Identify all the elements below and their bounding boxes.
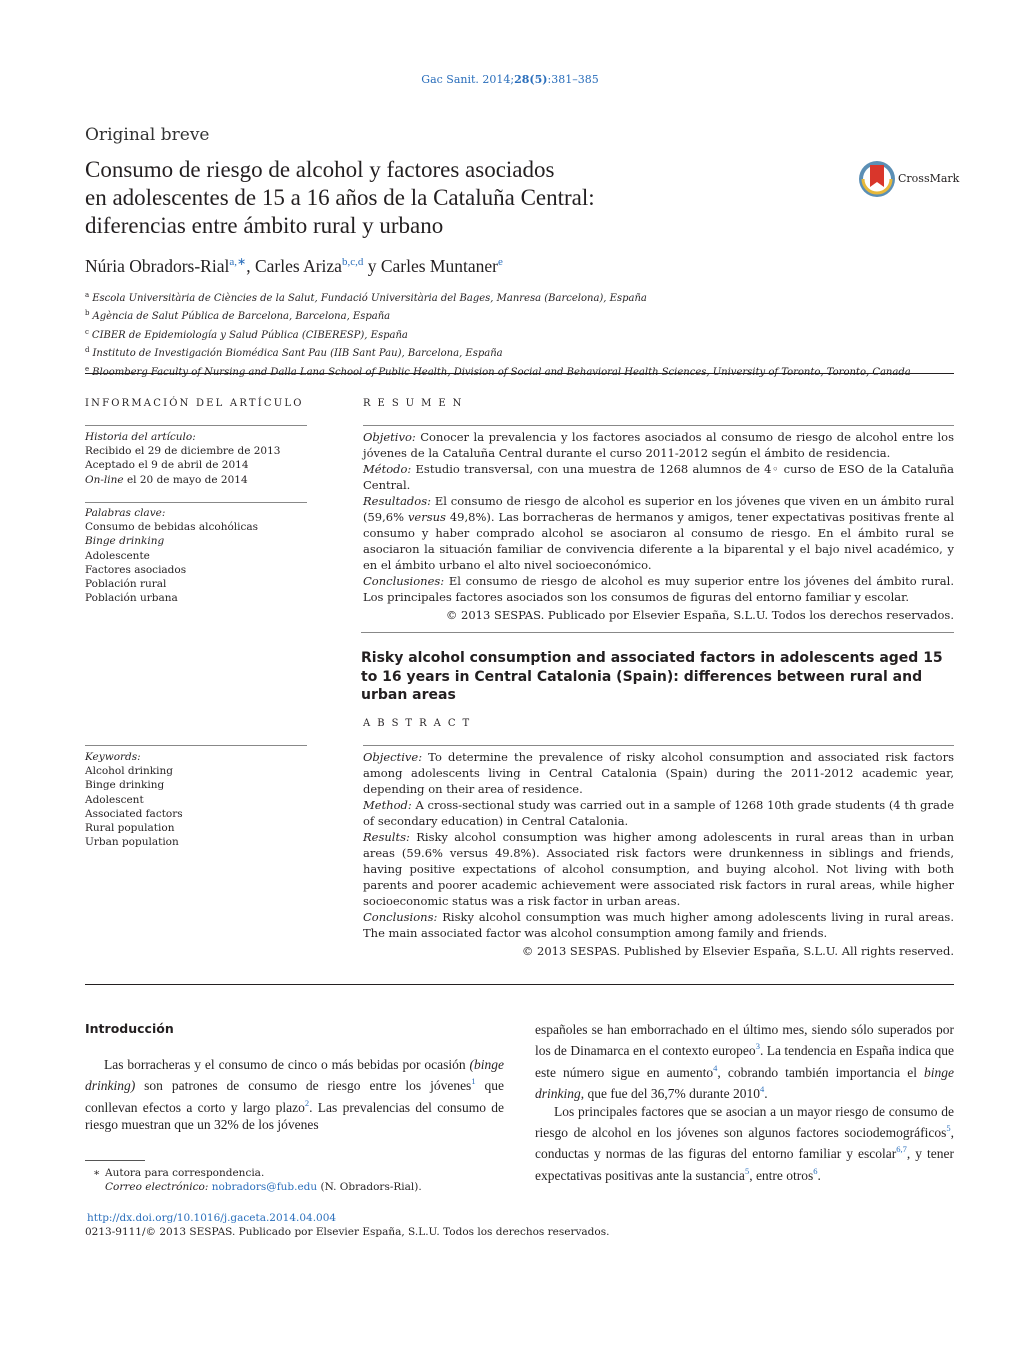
abstract-method xyxy=(363,797,954,829)
title-line: diferencias entre ámbito rural y urbano xyxy=(85,213,444,238)
divider xyxy=(85,502,307,503)
divider xyxy=(363,425,954,426)
resumen-metodo xyxy=(363,461,954,493)
resumen-copyright: © 2013 SESPAS. Publicado por Elsevier España, S.L.U. Todos los derechos reservados. xyxy=(445,608,954,622)
section-label: Results: xyxy=(363,830,410,844)
resumen-conclusiones xyxy=(363,573,954,605)
keyword: Factores asociados xyxy=(85,563,187,576)
text-run: . Las prevalencias del consumo de riesgo muestran que un 32% de los jóvenes xyxy=(85,1099,505,1133)
divider xyxy=(361,632,954,633)
affiliation-marker: e xyxy=(85,364,90,373)
section-label: Método: xyxy=(363,462,412,476)
affiliation-text: Agència de Salut Pública de Barcelona, Barcelona, España xyxy=(92,311,391,323)
citation-link[interactable]: 6 xyxy=(813,1165,818,1176)
footnote-star: ∗ xyxy=(93,1167,101,1179)
crossmark-label: CrossMark xyxy=(898,172,960,185)
section-text: El consumo de riesgo de alcohol es superior en los jóvenes que viven en un ámbito rural (59,6% xyxy=(363,494,954,524)
journal-issue: (5) xyxy=(529,73,548,86)
keyword: Consumo de bebidas alcohólicas xyxy=(85,521,259,534)
journal-volume: 28 xyxy=(514,73,530,86)
author-name: Carles Muntaner xyxy=(380,256,498,276)
issn-line: 0213-9111/© 2013 SESPAS. Publicado por Elsevier España, S.L.U. Todos los derechos reservados. xyxy=(85,1226,610,1238)
email-label: Correo electrónico: xyxy=(105,1181,209,1193)
affiliation-marker: a xyxy=(85,291,90,299)
divider xyxy=(85,745,307,746)
history-online-date: el 20 de mayo de 2014 xyxy=(123,473,248,486)
citation-link[interactable]: 4 xyxy=(713,1062,718,1073)
affiliation-text: Escola Universitària de Ciències de la Salut, Fundació Universitària del Bages, Manresa (Barcelona), España xyxy=(92,293,647,304)
title-line: Consumo de riesgo de alcohol y factores asociados xyxy=(85,157,555,182)
history-received: Recibido el 29 de diciembre de 2013 xyxy=(85,445,281,458)
section-text: A cross-sectional study was carried out in a sample of 1268 10th grade students (4 th grade of secondary education) in Central Catalonia. xyxy=(363,798,954,828)
keyword: Associated factors xyxy=(85,807,183,820)
intro-paragraph xyxy=(535,1021,954,1103)
intro-col-1 xyxy=(85,1056,504,1134)
divider xyxy=(363,745,954,746)
divider xyxy=(85,373,954,374)
affiliation-marker: b xyxy=(85,309,90,318)
keywords-label: Keywords: xyxy=(85,751,141,763)
text-run: Los principales factores que se asocian a un mayor riesgo de consumo de riesgo de alcohol en los jóvenes son algunos factores sociodemográficos xyxy=(535,1103,954,1141)
affiliation-marker: d xyxy=(85,346,90,355)
intro-paragraph xyxy=(535,1103,954,1185)
keyword: Población rural xyxy=(85,578,167,591)
section-text: Risky alcohol consumption was much higher among adolescents living in rural areas. The main associated factor was alcohol consumption among family and friends. xyxy=(363,910,954,940)
affiliation-item xyxy=(85,343,965,361)
keyword: Binge drinking xyxy=(85,535,165,548)
history-label: Historia del artículo: xyxy=(85,431,196,443)
article-type: Original breve xyxy=(85,125,210,145)
section-text: Estudio transversal, con una muestra de 1268 alumnos de 4◦ curso de ESO de la Cataluña Central. xyxy=(363,462,954,492)
citation-link[interactable]: 2 xyxy=(304,1097,310,1108)
keyword: Adolescent xyxy=(85,793,144,806)
abstract-objective xyxy=(363,749,954,797)
text-run: , cobrando también importancia el xyxy=(717,1064,924,1080)
section-label: Resultados: xyxy=(363,494,431,508)
footnote-correspondence: Autora para correspondencia. xyxy=(105,1167,265,1179)
intro-paragraph xyxy=(85,1056,504,1134)
info-heading: INFORMACIÓN DEL ARTÍCULO xyxy=(85,398,304,409)
journal-citation[interactable] xyxy=(0,73,1020,86)
history-online xyxy=(85,473,307,487)
section-label: Conclusiones: xyxy=(363,574,445,588)
author-affil-ref[interactable]: b,c,d xyxy=(341,256,364,268)
keyword: Adolescente xyxy=(85,549,150,562)
email-link[interactable]: nobradors@fub.edu xyxy=(211,1181,318,1193)
divider xyxy=(85,425,307,426)
citation-link[interactable]: 6,7 xyxy=(896,1144,907,1155)
footnote-rule xyxy=(85,1160,145,1161)
author-list xyxy=(85,255,503,277)
journal-prefix: Gac Sanit. 2014; xyxy=(421,73,515,86)
history-accepted: Aceptado el 9 de abril de 2014 xyxy=(85,459,249,472)
section-text: Risky alcohol consumption was higher among adolescents in rural areas than in urban areas (59.6% versus 49.8%). Associated risk factors were drunkenness in siblings and friends, having positive expectations of alcohol consumption, and buying alcohol. Not living with both parents and poorer academic achievement were associated risk factors in rural areas, while higher socioeconomic status was a risk factor in urban areas. xyxy=(363,830,954,908)
keywords-en xyxy=(85,750,307,849)
section-text: El consumo de riesgo de alcohol es muy superior entre los jóvenes del ámbito rural. Los principales factores asociados son los consumos de figuras del entorno familiar y escolar. xyxy=(363,574,954,604)
affiliation-item xyxy=(85,325,965,343)
text-run-italic: binge drinking xyxy=(535,1064,954,1102)
doi-link[interactable]: http://dx.doi.org/10.1016/j.gaceta.2014.04.004 xyxy=(87,1212,337,1224)
section-text: 49,8%). Las borracheras de hermanos y amigos, tener expectativas positivas frente al consumo y haber comprado alcohol se asociaron al consumo de riesgo. En el ámbito rural se asociaron la situación familiar de convivencia diferente a la biparental y el bajo nivel académico, y en el ámbito urbano el alto nivel socioeconómico. xyxy=(363,510,954,572)
article-history xyxy=(85,430,307,487)
section-label: Method: xyxy=(363,798,412,812)
affiliation-text: CIBER de Epidemiología y Salud Pública (CIBERESP), España xyxy=(91,329,408,341)
section-text: To determine the prevalence of risky alcohol consumption and associated risk factors among adolescents living in Central Catalonia (Spain) during the 2011-2012 academic year, depending on their area of residence. xyxy=(363,750,954,796)
section-label: Conclusions: xyxy=(363,910,438,924)
resumen-objetivo xyxy=(363,429,954,461)
affiliation-item xyxy=(85,362,965,380)
keywords-es xyxy=(85,506,307,605)
abstract-heading: ABSTRACT xyxy=(363,718,477,729)
author-name: Carles Ariza xyxy=(254,256,342,276)
abstract-results xyxy=(363,829,954,909)
section-label: Objetivo: xyxy=(363,430,416,444)
affiliation-item xyxy=(85,306,965,324)
affiliations xyxy=(85,288,965,380)
keyword: Alcohol drinking xyxy=(85,765,173,778)
journal-pages: :381–385 xyxy=(547,73,599,86)
text-run: . La tendencia en España indica que este número sigue en aumento xyxy=(535,1043,954,1080)
affiliation-marker: c xyxy=(85,327,89,336)
section-label: Objective: xyxy=(363,750,423,764)
text-run: . xyxy=(817,1167,821,1183)
abstract-copyright: © 2013 SESPAS. Published by Elsevier España, S.L.U. All rights reserved. xyxy=(521,944,954,958)
title-line: en adolescentes de 15 a 16 años de la Cataluña Central: xyxy=(85,185,595,210)
text-run-italic: (binge drinking) xyxy=(85,1057,504,1094)
text-run: , y tener expectativas positivas ante la sustancia xyxy=(535,1146,955,1183)
text-run: que conllevan efectos a corto y largo plazo xyxy=(85,1078,505,1115)
text-run: españoles se han emborrachado en el último mes, siendo sólo superados por los de Dinamarca en el contexto europeo xyxy=(535,1022,954,1059)
citation-link[interactable]: 4 xyxy=(759,1084,765,1095)
affiliation-item xyxy=(85,288,965,306)
section-text-italic: versus xyxy=(407,510,446,524)
citation-link[interactable]: 3 xyxy=(755,1041,760,1052)
crossmark-badge[interactable] xyxy=(858,159,958,199)
text-run: , que fue del 36,7% durante 2010 xyxy=(580,1086,760,1102)
keyword: Urban population xyxy=(85,836,179,849)
text-run: , conductas y normas de las figuras del entorno familiar y escolar xyxy=(535,1125,954,1162)
author-name: Núria Obradors-Rial xyxy=(85,256,230,276)
text-run: . xyxy=(764,1086,768,1102)
text-run: , entre otros xyxy=(749,1167,814,1183)
author-separator: , xyxy=(246,256,255,276)
section-text: Conocer la prevalencia y los factores asociados al consumo de riesgo de alcohol entre los jóvenes de la Cataluña Central durante el curso 2011-2012 según el ámbito de residencia. xyxy=(363,430,954,460)
english-title: Risky alcohol consumption and associated factors in adolescents aged 15 to 16 years in Central Catalonia (Spain): differences between rural and urban areas xyxy=(361,650,943,703)
keyword: Binge drinking xyxy=(85,779,165,792)
keyword: Rural population xyxy=(85,822,175,835)
resumen-resultados xyxy=(363,493,954,573)
abstract-body xyxy=(363,749,954,959)
text-run: Las borracheras y el consumo de cinco o más bebidas por ocasión xyxy=(104,1057,470,1072)
intro-col-2 xyxy=(535,1021,954,1184)
author-affil-ref[interactable]: a,∗ xyxy=(229,256,247,268)
citation-link[interactable]: 1 xyxy=(471,1076,476,1087)
keywords-label: Palabras clave: xyxy=(85,507,166,519)
author-separator: y xyxy=(363,256,381,276)
footnote-email-line xyxy=(105,1180,422,1195)
email-owner: (N. Obradors-Rial). xyxy=(317,1181,422,1193)
resumen-body xyxy=(363,429,954,623)
author-affil-ref[interactable]: e xyxy=(497,256,503,268)
history-online-label: On-line xyxy=(85,473,124,486)
resumen-heading: RESUMEN xyxy=(363,398,469,409)
divider xyxy=(85,984,954,985)
affiliation-text: Instituto de Investigación Biomédica Sant Pau (IIB Sant Pau), Barcelona, España xyxy=(92,348,503,360)
intro-heading: Introducción xyxy=(85,1021,174,1036)
keyword: Población urbana xyxy=(85,592,178,605)
citation-link[interactable]: 5 xyxy=(946,1123,951,1134)
citation-link[interactable]: 5 xyxy=(744,1165,750,1176)
abstract-conclusions xyxy=(363,909,954,941)
text-run: son patrones de consumo de riesgo entre los jóvenes xyxy=(135,1078,472,1094)
article-title xyxy=(85,156,785,240)
